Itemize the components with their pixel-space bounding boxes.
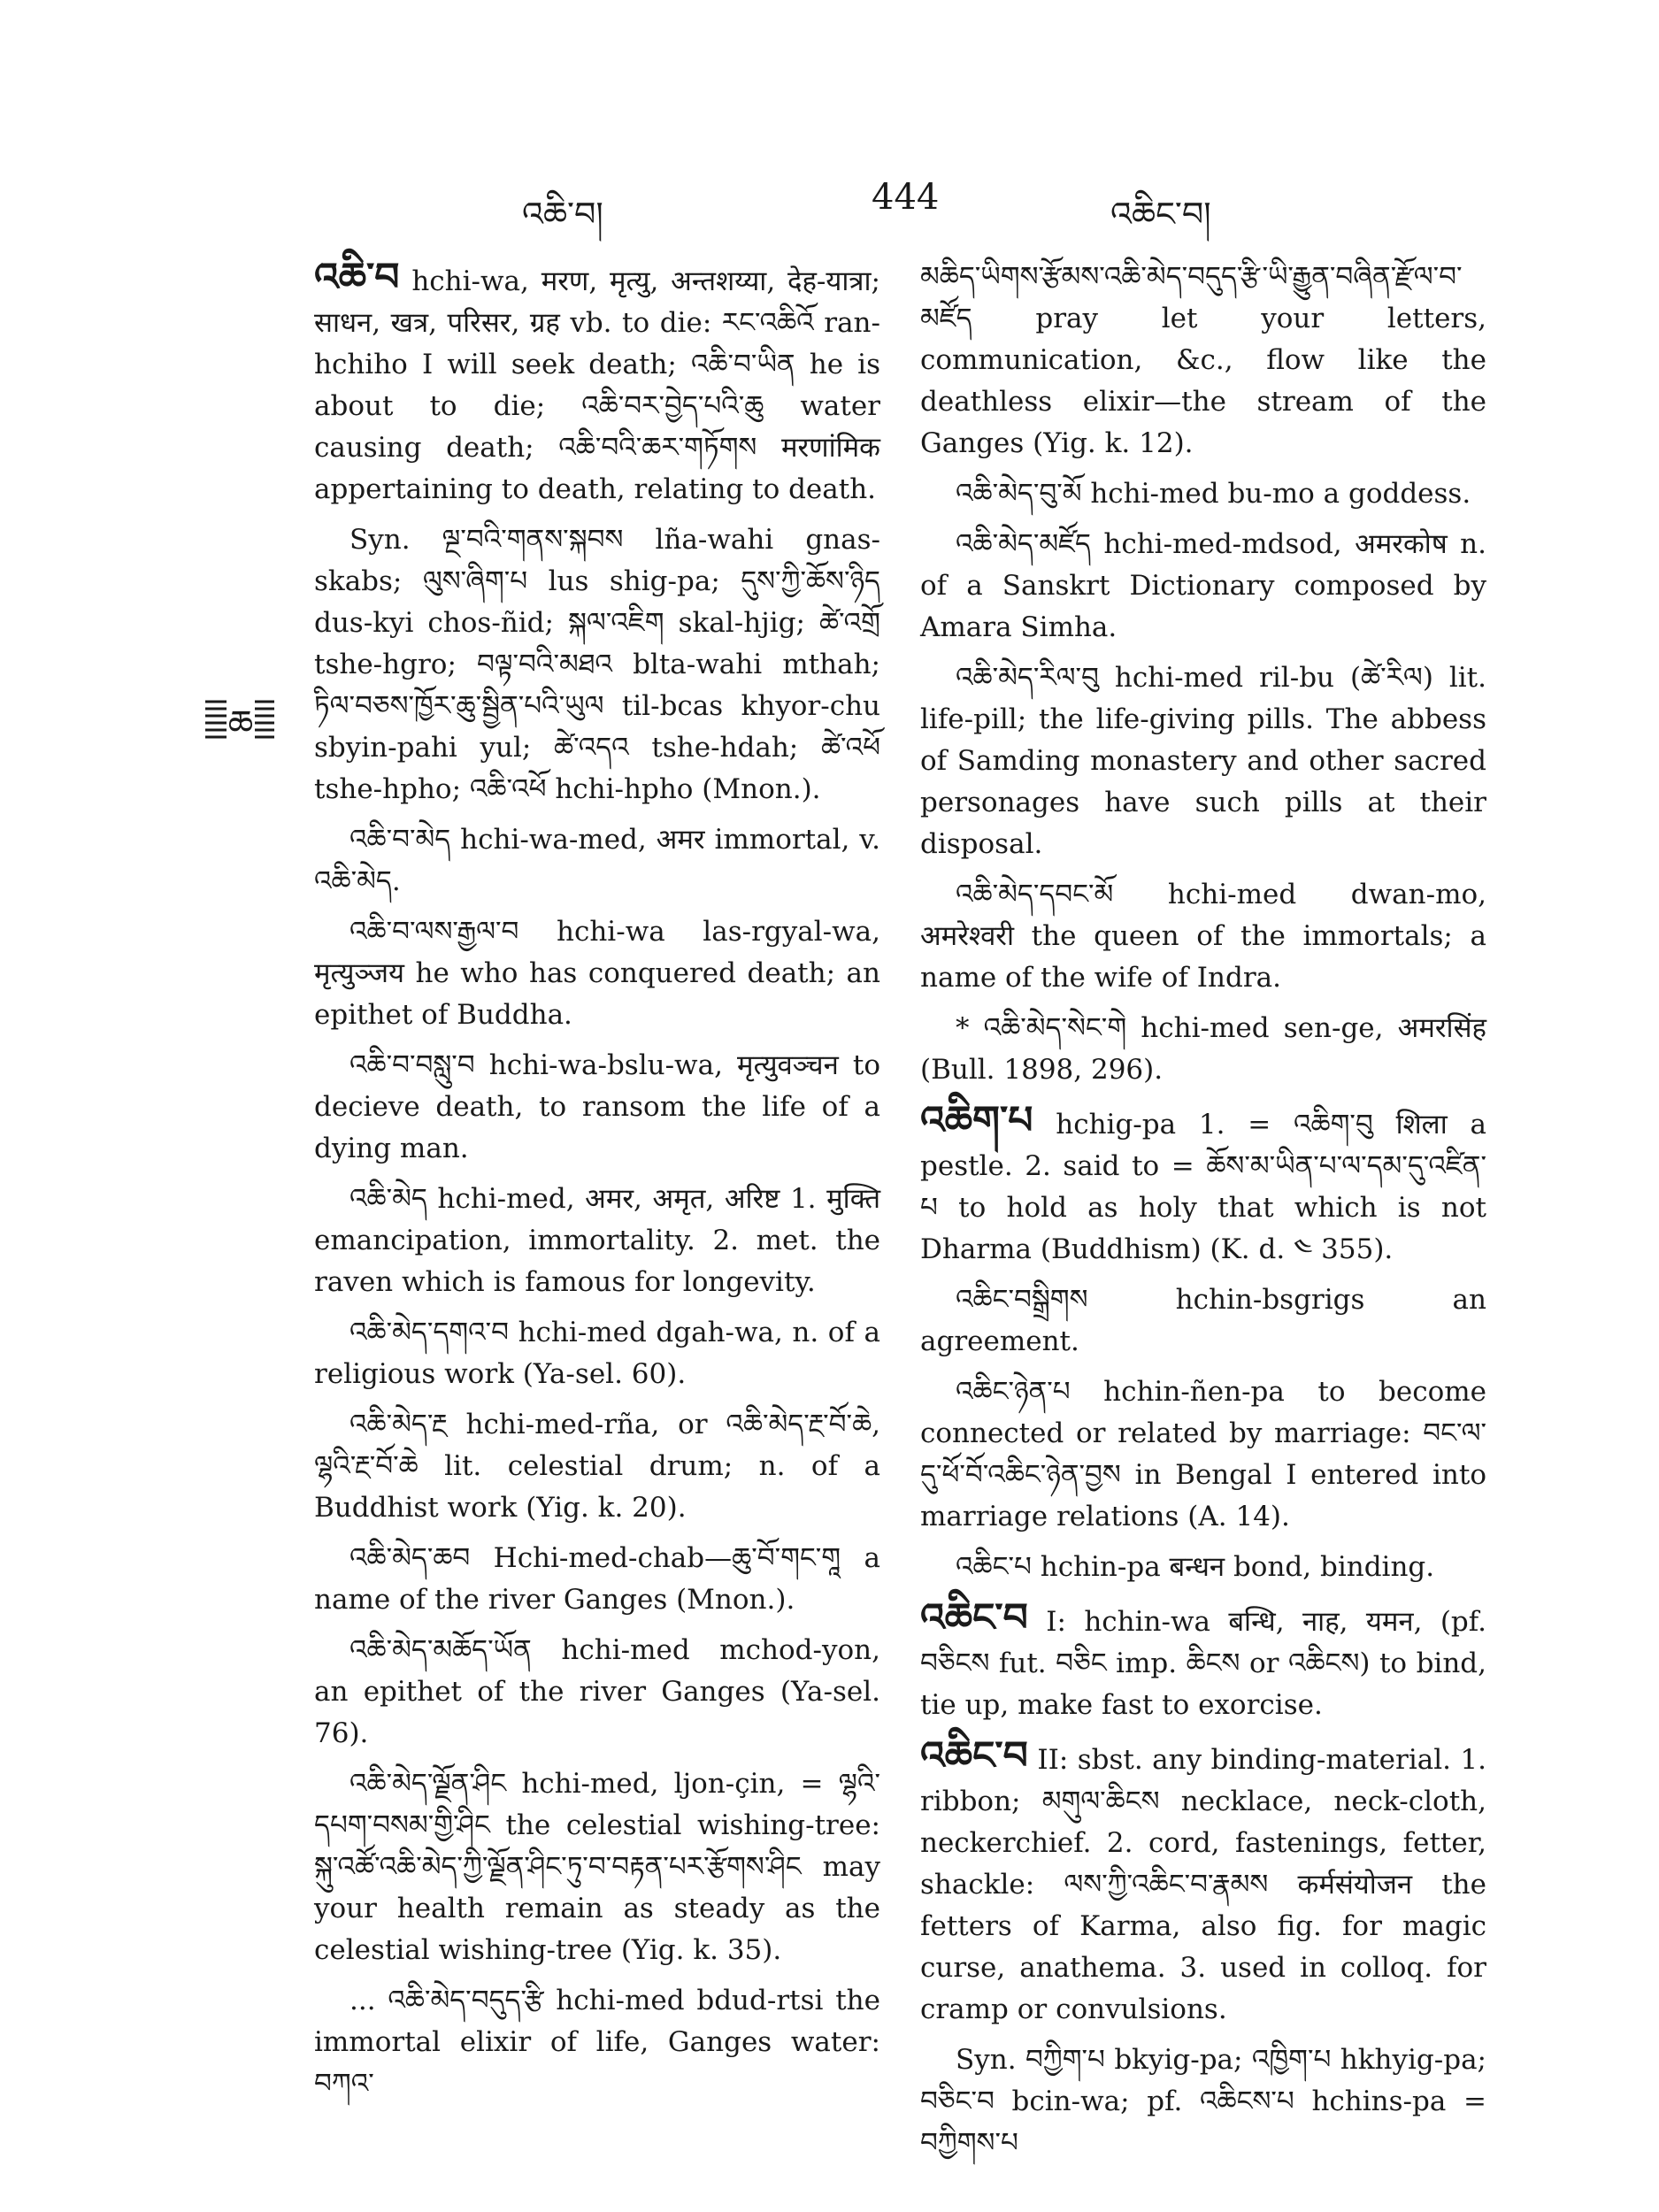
entry-hchi-med-dgah-wa: འཆི་མེད་དགའ་བ hchi-med dgah-wa, n. of a religious work (Ya-sel. 60).	[314, 1317, 880, 1390]
entry-hchi-wa	[314, 257, 880, 511]
entry-hchi-med-sen-ge: * འཆི་མེད་སེང་གེ hchi-med sen-ge, अमरसिंह (Bull. 1898, 296).	[920, 1012, 1486, 1086]
entry-hchi-med-ljon-cin: འཆི་མེད་ལྗོན་ཤིང hchi-med, ljon-çin, = ལྷའི་དཔག་བསམ་གྱི་ཤིང the celestial wishing-tree: སྐུ་འཚོ་འཆི་མེད་ཀྱི་ལྗོན་ཤིང་ཏུ་བ་བརྟན་པར་རྩོགས་ཤིང may your health remain as steady as the celestial wishing-tree (Yig. k. 35).	[314, 1768, 880, 1966]
entry-hchig-pa	[920, 1100, 1486, 1271]
entry-text: I: hchin-wa बन्धि, नाह, यमन, (pf. བཅིངས fut. བཅིང imp. ཆིངས or འཆིངས) to bind, tie up, make fast to exorcise.	[920, 1606, 1486, 1721]
entry-headword: འཆིག་པ	[920, 1098, 1033, 1143]
entry-hchi-wa-bslu-wa: འཆི་བ་བསླུ་བ hchi-wa-bslu-wa, मृत्युवञ्चन to decieve death, to ransom the life of a dying man.	[314, 1049, 880, 1164]
entry-hchin-bsgrigs: འཆིང་བསྒྲིགས hchin-bsgrigs an agreement.	[920, 1284, 1486, 1357]
entry-hchin-pa: འཆིང་པ hchin-pa बन्धन bond, binding.	[956, 1551, 1435, 1583]
running-head-left: འཆི་བ།	[522, 195, 603, 234]
entry-hchi-med-chab: འཆི་མེད་ཆབ Hchi-med-chab—ཆུ་བོ་གང་གཱ a name of the river Ganges (Mnon.).	[314, 1542, 880, 1616]
right-column	[920, 257, 1486, 2173]
entry-text: hchig-pa 1. = འཆིག་བུ शिला a pestle. 2. said to = ཆོས་མ་ཡིན་པ་ལ་དམ་དུ་འཛིན་པ to hold as holy that which is not Dharma (Buddhism) (K. d. ༤ 355).	[920, 1109, 1486, 1265]
entry-syn: Syn. ལྔ་བའི་གནས་སྐབས lña-wahi gnas-skabs; ལུས་ཞིག་པ lus shig-pa; དུས་ཀྱི་ཆོས་ཉིད dus-kyi chos-ñid; སྐལ་འཇིག skal-hjig; ཚེ་འགྲོ tshe-hgro; བལྟ་བའི་མཐའ blta-wahi mthah; ཏིལ་བཅས་ཁྱོར་ཆུ་སྦྱིན་པའི་ཡུལ til-bcas khyor-chu sbyin-pahi yul; ཚེ་འདའ tshe-hdah; ཚེ་འཕོ tshe-hpho; འཆི་འཕོ hchi-hpho (Mnon.).	[314, 524, 880, 805]
entry-hchi-wa-las-rgyal-wa: འཆི་བ་ལས་རྒྱལ་བ hchi-wa las-rgyal-wa, मृत्युञ्जय he who has conquered death; an epithet of Buddha.	[314, 916, 880, 1031]
entry-hchi-med: འཆི་མེད hchi-med, अमर, अमृत, अरिष्ट 1. मुक्ति emancipation, immortality. 2. met. the raven which is famous for longevity.	[314, 1183, 880, 1298]
entry-hchi-med-bdud-rtsi: ... འཆི་མེད་བདུད་རྩི hchi-med bdud-rtsi the immortal elixir of life, Ganges water: བཀའ་	[314, 1985, 880, 2100]
entry-hchi-med-mchod-yon: འཆི་མེད་མཆོད་ཡོན hchi-med mchod-yon, an epithet of the river Ganges (Ya-sel. 76).	[314, 1634, 880, 1749]
tibetan-letter-chha-icon	[204, 695, 276, 748]
entry-text: II: sbst. any binding-material. 1. ribbon; མགུལ་ཆིངས necklace, neck-cloth, neckerchief. 2. cord, fastenings, fetter, shackle: ལས་ཀྱི་འཆིང་བ་རྣམས कर्मसंयोजन the fetters of Karma, also fig. for magic curse, anathema. 3. used in colloq. for cramp or convulsions.	[920, 1744, 1487, 2025]
entry-text: hchi-wa, मरण, मृत्यु, अन्तशय्या, देह-यात्रा; साधन, खत्र, परिसर, ग्रह vb. to die: རང་འཆིའོ ran-hchiho I will seek death; འཆི་བ་ཡིན he is about to die; འཆི་བར་བྱེད་པའི་ཆུ water causing death; འཆི་བའི་ཆར་གཏོགས मरणांमिक appertaining to death, relating to death.	[314, 265, 880, 505]
entry-hchin-wa-2	[920, 1735, 1486, 2031]
entry-hchi-med-dwan-mo: འཆི་མེད་དབང་མོ hchi-med dwan-mo, अमरेश्वरी the queen of the immortals; a name of the wife of Indra.	[920, 879, 1486, 994]
entry-headword: འཆིང་བ	[920, 1733, 1028, 1778]
running-head-right: འཆིང་བ།	[1110, 195, 1211, 234]
entry-hchi-wa-med: འཆི་བ་མེད hchi-wa-med, अमर immortal, v. འཆི་མེད.	[314, 824, 880, 897]
entry-headword: འཆིང་བ	[920, 1595, 1028, 1640]
entry-hchi-med-ril-bu: འཆི་མེད་རིལ་བུ hchi-med ril-bu (ཚེ་རིལ) lit. life-pill; the life-giving pills. The abbess of Samding monastery and other sacred personages have such pills at their disposal.	[920, 662, 1486, 860]
entry-hchi-med-mdsod: འཆི་མེད་མཛོད hchi-med-mdsod, अमरकोष n. of a Sanskrt Dictionary composed by Amara Simha.	[920, 528, 1486, 643]
entry-continuation: མཆིད་ཡིགས་རྩོམས་འཆི་མེད་བདུད་རྩི་ཡི་རྒྱུན་བཞིན་རྫོལ་བ་མཛོད pray let your letters, communication, &c., flow like the deathless elixir—the stream of the Ganges (Yig. k. 12).	[920, 261, 1486, 459]
svg-text:ཆ: ཆ	[227, 703, 254, 744]
entry-syn-hchin: Syn. བཀྱིག་པ bkyig-pa; འཁྱིག་པ hkhyig-pa; བཅིང་བ bcin-wa; pf. འཆིངས་པ hchins-pa = བཀྱིགས་པ	[920, 2044, 1486, 2159]
entry-hchin-wa-1	[920, 1597, 1486, 1726]
entry-headword: འཆི་བ	[314, 255, 400, 300]
entry-hchin-nen-pa: འཆིང་ཉེན་པ hchin-ñen-pa to become connected or related by marriage: བང་ལ་དུ་ཕོ་བོ་འཆིང་ཉེན་བྱས in Bengal I entered into marriage relations (A. 14).	[920, 1376, 1486, 1532]
page-number: 444	[872, 177, 940, 218]
entry-hchi-med-rna: འཆི་མེད་རྔ hchi-med-rña, or འཆི་མེད་རྔ་བོ་ཆེ, ལྷའི་རྔ་བོ་ཆེ lit. celestial drum; n. of a Buddhist work (Yig. k. 20).	[314, 1409, 880, 1524]
left-column	[314, 257, 880, 2114]
entry-hchi-med-bu-mo: འཆི་མེད་བུ་མོ hchi-med bu-mo a goddess.	[956, 478, 1471, 510]
